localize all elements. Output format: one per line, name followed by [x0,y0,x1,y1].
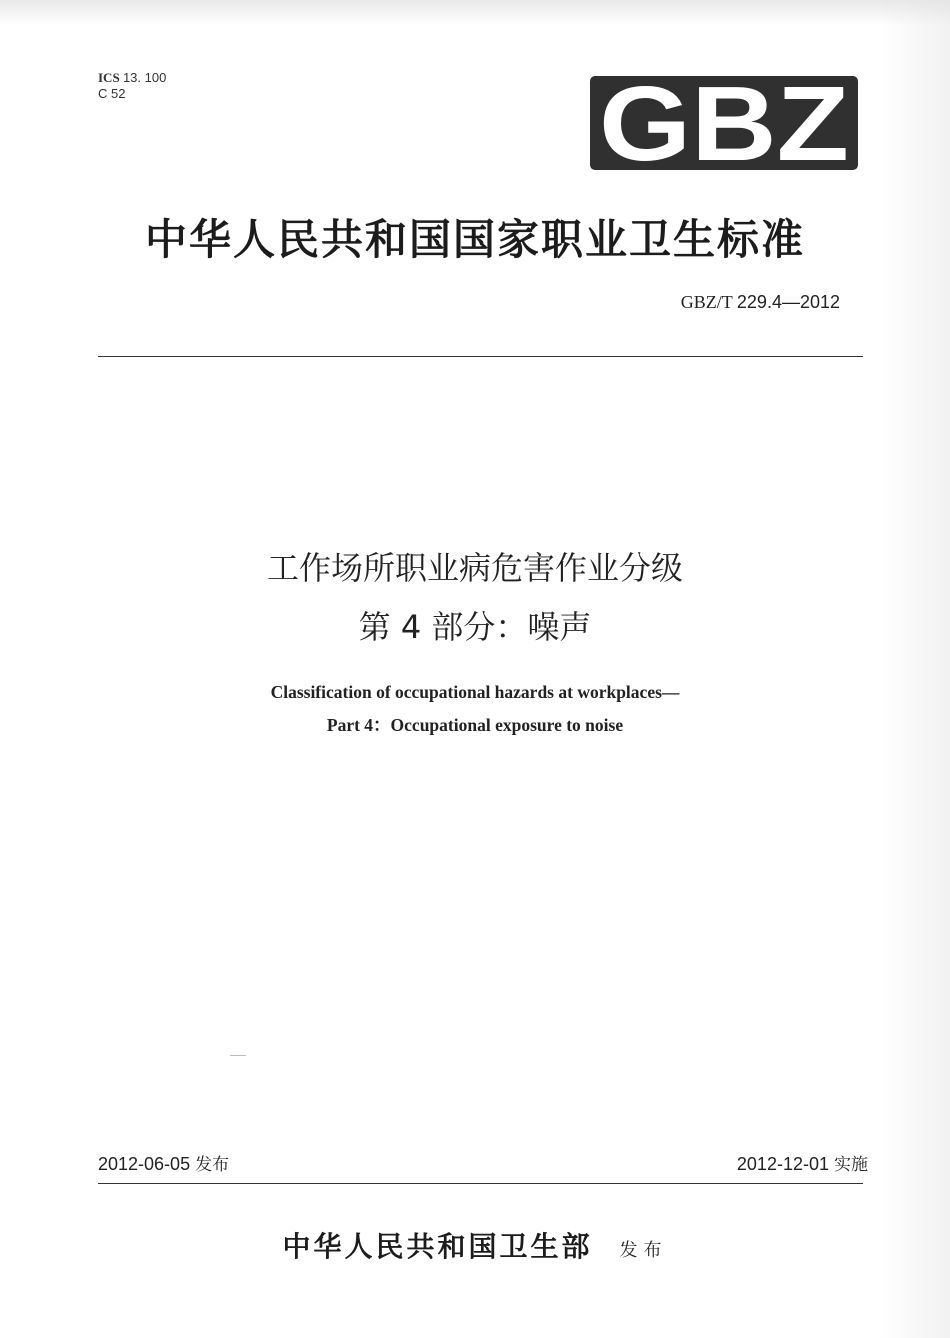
standard-category: 中华人民共和国国家职业卫生标准 [144,215,805,264]
ccs-code: C 52 [98,86,126,101]
title-en-line1: Classification of occupational hazards at workplaces— [270,682,680,702]
title-cn-line1: 工作场所职业病危害作业分级 [266,549,683,587]
title-cn-line2: 第 4 部分：噪声 [358,608,592,646]
title-en-line2: Part 4：Occupational exposure to noise [326,715,624,735]
scan-shadow-right [880,0,950,1338]
issuer-action: 发布 [619,1240,668,1261]
standard-number [681,292,840,313]
footer-divider [98,1183,863,1184]
effective-date-block [737,1150,868,1175]
standard-number-value: 229.4—2012 [736,292,840,312]
gbz-logo [584,72,864,172]
issuer-line [0,1225,950,1265]
scan-speck [230,1055,246,1056]
issued-date: 2012-06-05 [98,1154,191,1174]
ics-label: ICS [98,70,120,85]
classification-codes [98,70,166,102]
header-divider [98,356,863,357]
effective-date: 2012-12-01 [736,1154,829,1174]
ics-value: 13. 100 [122,70,167,85]
issuer-organization: 中华人民共和国卫生部 [282,1230,593,1263]
gbz-logo-text: GBZ [599,72,849,172]
effective-label: 实施 [834,1155,868,1175]
scan-shadow-top [0,0,950,26]
issued-label: 发布 [195,1155,230,1175]
issued-date-block [98,1150,229,1175]
ics-code [98,70,166,86]
standard-number-prefix: GBZ/T [680,292,733,312]
